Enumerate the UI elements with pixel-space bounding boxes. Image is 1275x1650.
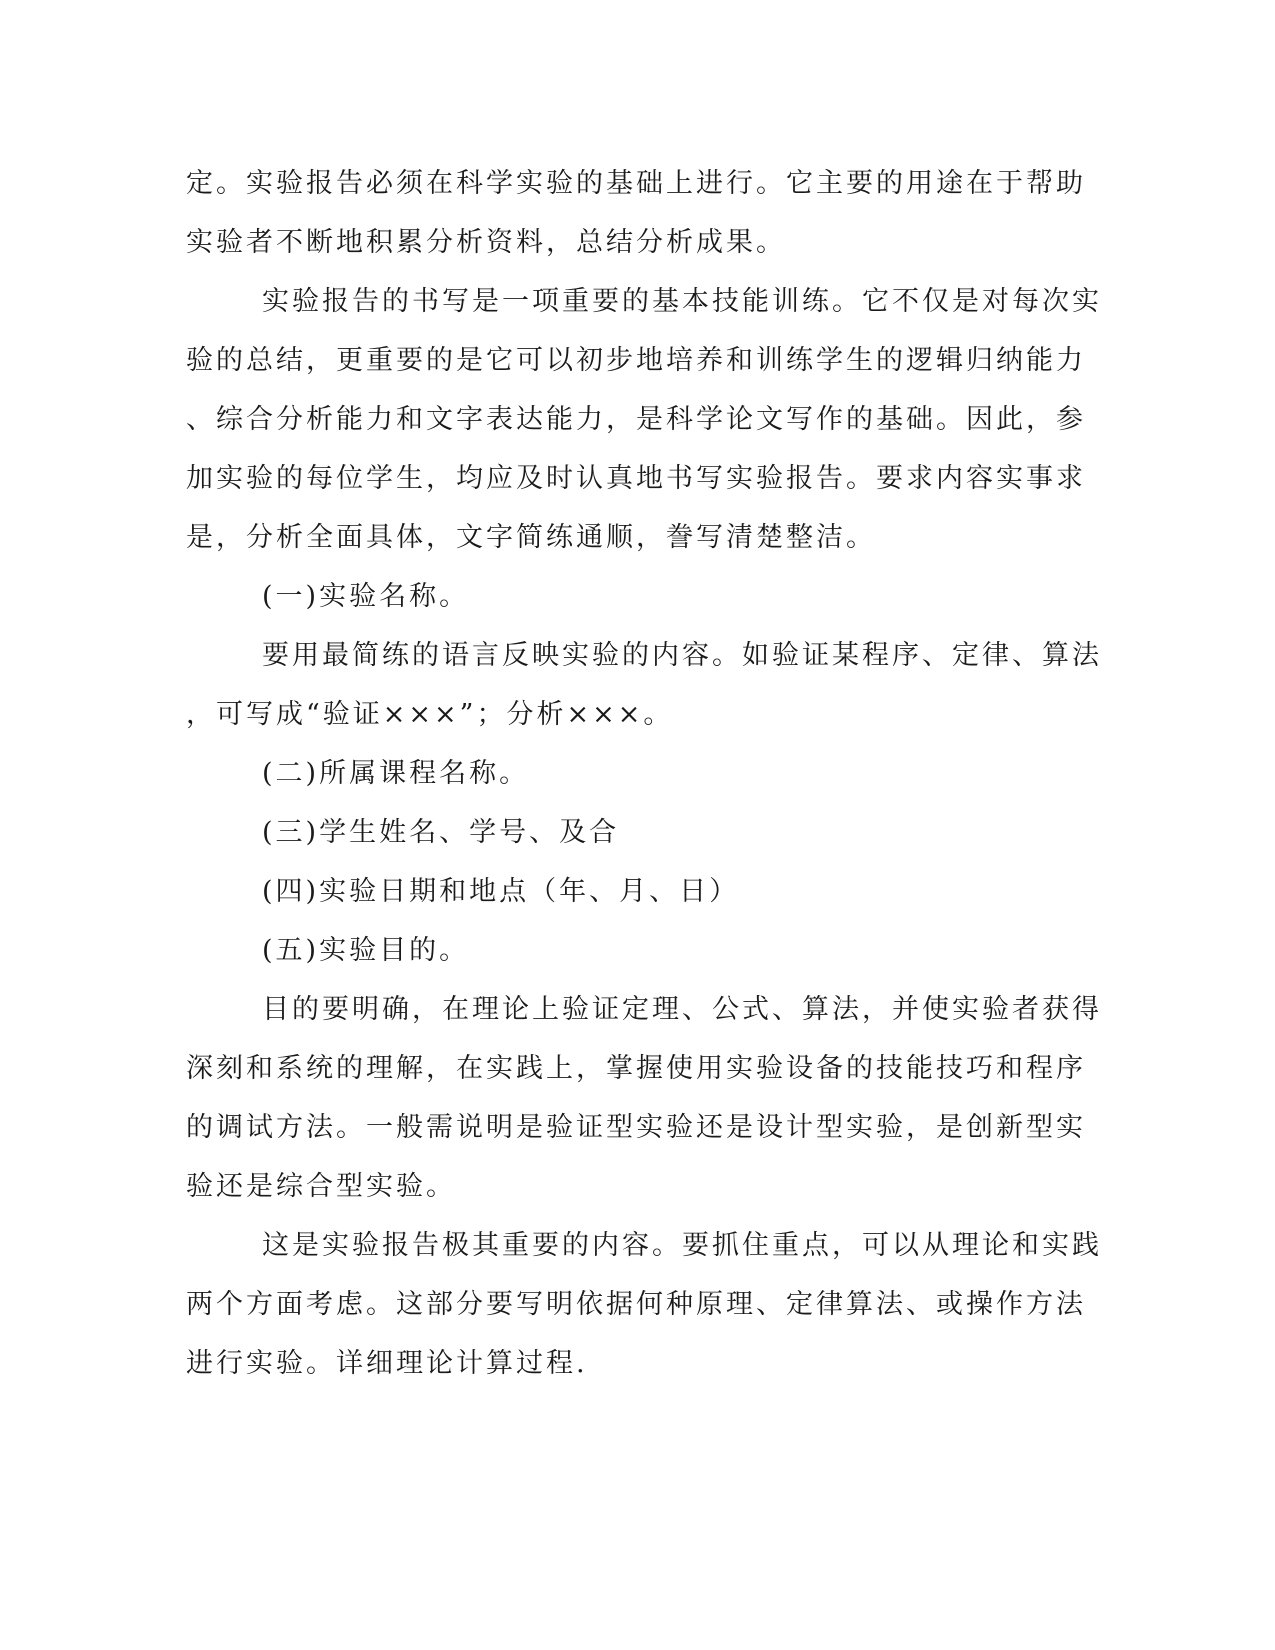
text-line: 验还是综合型实验。 — [186, 1171, 456, 1202]
text-line: 深刻和系统的理解，在实践上，掌握使用实验设备的技能技巧和程序 — [186, 1053, 1086, 1084]
text-line: 进行实验。详细理论计算过程. — [186, 1348, 588, 1379]
text-line: 定。实验报告必须在科学实验的基础上进行。它主要的用途在于帮助 — [186, 168, 1086, 199]
paragraph-first-line: 这是实验报告极其重要的内容。要抓住重点，可以从理论和实践 — [262, 1230, 1102, 1261]
section-heading: (一)实验名称。 — [262, 581, 470, 612]
paragraph-first-line: 实验报告的书写是一项重要的基本技能训练。它不仅是对每次实 — [262, 286, 1102, 317]
text-line: 是，分析全面具体，文字简练通顺，誊写清楚整洁。 — [186, 522, 876, 553]
text-line: 的调试方法。一般需说明是验证型实验还是设计型实验，是创新型实 — [186, 1112, 1086, 1143]
text-line: 实验者不断地积累分析资料，总结分析成果。 — [186, 227, 786, 258]
text-line: 验的总结，更重要的是它可以初步地培养和训练学生的逻辑归纳能力 — [186, 345, 1086, 376]
section-heading: (五)实验目的。 — [262, 935, 470, 966]
section-heading: (三)学生姓名、学号、及合 — [262, 817, 620, 848]
section-heading: (二)所属课程名称。 — [262, 758, 530, 789]
paragraph-first-line: 目的要明确，在理论上验证定理、公式、算法，并使实验者获得 — [262, 994, 1102, 1025]
text-line: 加实验的每位学生，均应及时认真地书写实验报告。要求内容实事求 — [186, 463, 1086, 494]
text-line: ，可写成“验证×××”；分析×××。 — [186, 699, 674, 730]
text-line: 、综合分析能力和文字表达能力，是科学论文写作的基础。因此，参 — [186, 404, 1086, 435]
text-line: 两个方面考虑。这部分要写明依据何种原理、定律算法、或操作方法 — [186, 1289, 1086, 1320]
section-heading: (四)实验日期和地点（年、月、日） — [262, 876, 740, 907]
paragraph-first-line: 要用最简练的语言反映实验的内容。如验证某程序、定律、算法 — [262, 640, 1102, 671]
